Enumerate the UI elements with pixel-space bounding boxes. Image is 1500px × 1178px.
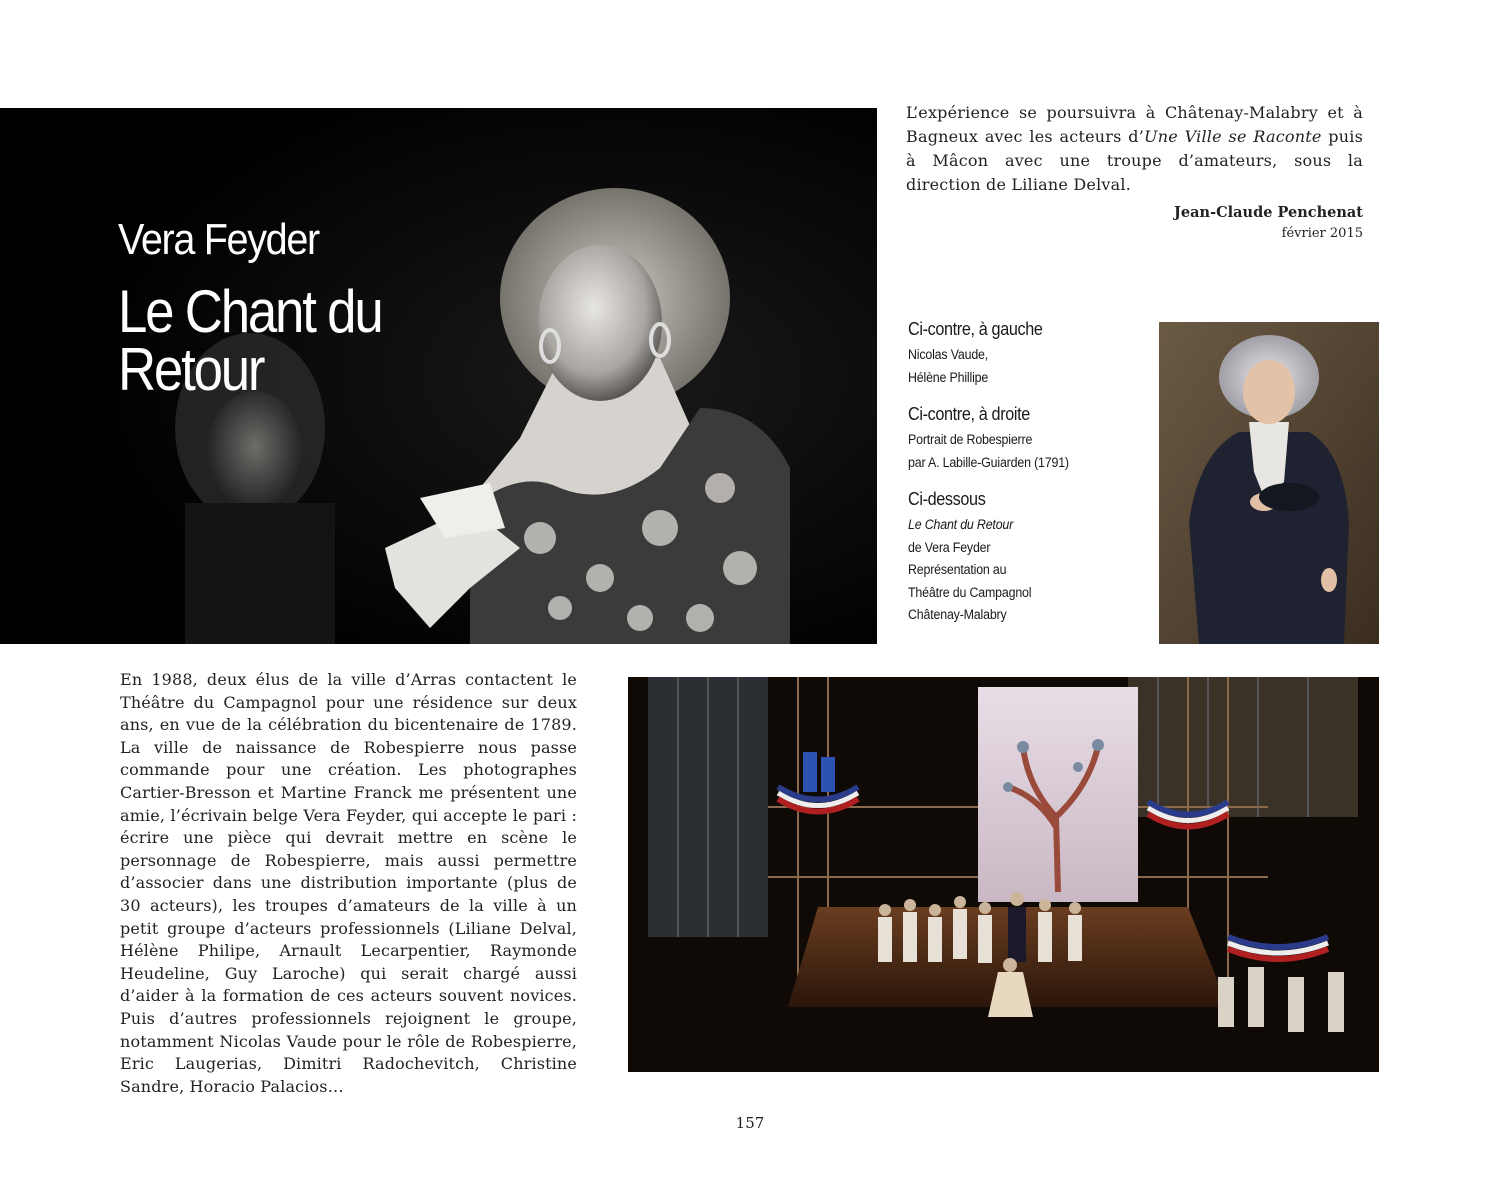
page-number: 157	[735, 1114, 765, 1132]
body-paragraph: En 1988, deux élus de la ville d’Arras contactent le Théâtre du Campagnol pour une résidence sur deux ans, en vue de la célébration du bicentenaire de 1789. La ville de naissance de Robespierre nous passe commande pour une création. Les photographes Cartier-Bresson et Martine Franck me présentent une amie, l’écrivain belge Vera Feyder, qui accepte le pari : écrire une pièce qui devrait mettre en scène le personnage de Robespierre, mais aussi permettre d’associer dans une distribution importante (plus de 30 acteurs), les troupes d’amateurs de la ville à un petit groupe d’acteurs professionnels (Liliane Delval, Hélène Philipe, Arnault Lecarpentier, Raymonde Heudeline, Guy Laroche) qui serait chargé aussi d’aider à la formation de ces acteurs souvent novices. Puis d’autres professionnels rejoignent le groupe, notamment Nicolas Vaude pour le rôle de Robespierre, Eric Laugerias, Dimitri Radochevitch, Christine Sandre, Horacio Palacios…	[120, 670, 577, 1096]
caption-line: Représentation au	[908, 562, 1007, 577]
caption-line: Hélène Phillipe	[908, 369, 989, 385]
author-name: Vera Feyder	[118, 215, 319, 264]
hero-photo	[0, 108, 877, 644]
caption-line: Nicolas Vaude,	[908, 347, 989, 362]
signature-name: Jean-Claude Penchenat	[1174, 204, 1363, 221]
caption-heading: Ci-contre, à gauche	[908, 319, 1043, 339]
play-title: Le Chant du Retour	[118, 278, 382, 403]
signature-date: février 2015	[1281, 226, 1363, 241]
caption-line: de Vera Feyder	[908, 539, 991, 555]
caption-line: Châtenay-Malabry	[908, 607, 1007, 622]
intro-paragraph	[906, 101, 1363, 197]
intro-text-end: puis à Mâcon avec une troupe d’amateurs, sous la direction de Liliane Delval.	[906, 127, 1363, 194]
caption-italic-line: Le Chant du Retour	[908, 517, 1014, 532]
theatre-stage-photo	[628, 677, 1379, 1072]
caption-line: Théâtre du Campagnol	[908, 584, 1032, 600]
caption-heading: Ci-dessous	[908, 489, 986, 509]
robespierre-portrait	[1159, 322, 1379, 644]
caption-left	[908, 318, 1148, 389]
caption-right	[908, 403, 1148, 474]
caption-line: par A. Labille-Guiarden (1791)	[908, 454, 1069, 470]
caption-line: Portrait de Robespierre	[908, 432, 1033, 447]
intro-text-start: L’expérience se poursuivra à Châtenay-Malabry et à Bagneux avec les acteurs d’	[906, 103, 1363, 146]
caption-heading: Ci-contre, à droite	[908, 404, 1030, 424]
stage-performance-photo	[628, 677, 1379, 1072]
intro-italic-title: Une Ville se Raconte	[1144, 127, 1322, 146]
photo-captions	[908, 318, 1148, 641]
caption-below	[908, 488, 1148, 627]
portrait-painting	[1159, 322, 1379, 644]
